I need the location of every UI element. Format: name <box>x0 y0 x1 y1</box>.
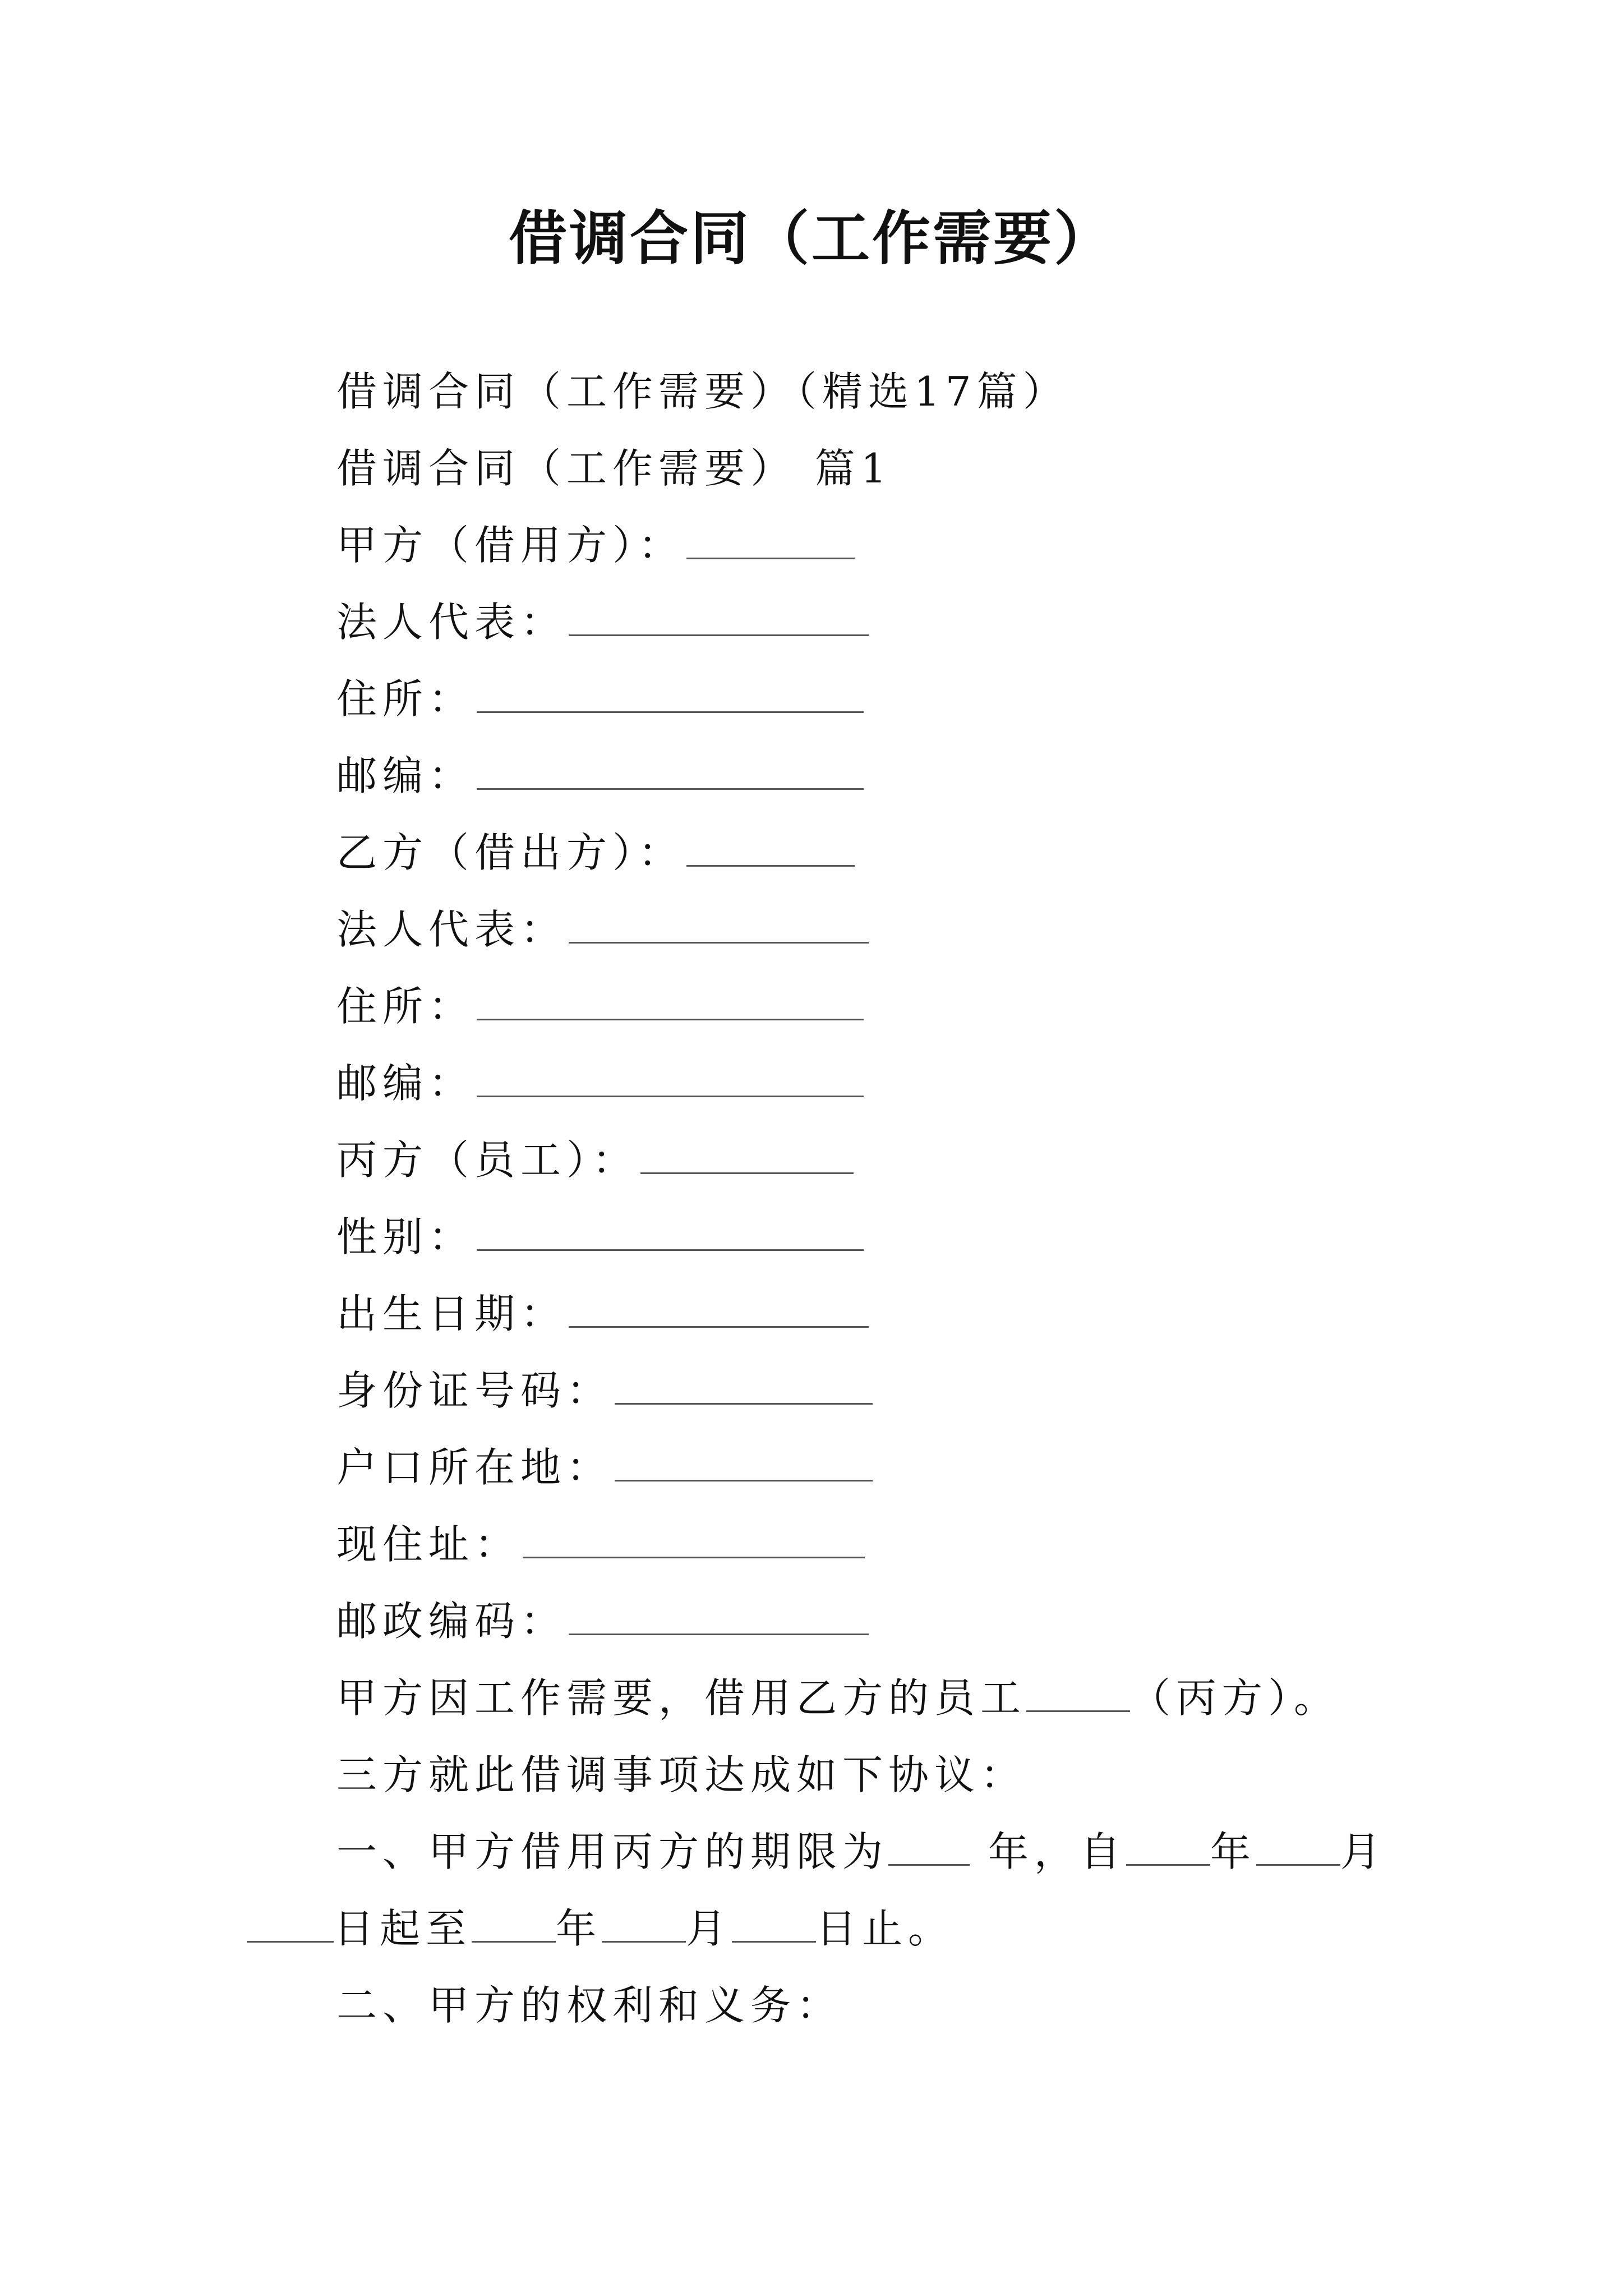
employee-name-blank[interactable] <box>1026 1673 1130 1712</box>
party-c-row <box>336 1132 854 1188</box>
clause-1-text-8: 日止。 <box>816 1905 955 1952</box>
section-heading: 借调合同（工作需要） 篇1 <box>336 445 892 492</box>
paragraph-need-pre: 甲方因工作需要，借用乙方的员工 <box>336 1674 1027 1722</box>
party-c-hukou-row <box>336 1439 873 1496</box>
clause-1-line-1 <box>336 1824 1386 1880</box>
paragraph-need <box>336 1670 1340 1726</box>
party-a-address-row <box>336 671 864 727</box>
party-c-hukou-blank[interactable] <box>615 1443 873 1481</box>
party-c-hukou-label: 户口所在地： <box>336 1444 613 1491</box>
party-c-birth-label: 出生日期： <box>336 1290 567 1337</box>
party-c-blank[interactable] <box>640 1135 854 1174</box>
party-c-birth-row <box>336 1286 869 1342</box>
party-b-row <box>336 825 855 881</box>
clause-1-start-month-blank[interactable] <box>1256 1827 1340 1866</box>
clause-1-end-month-blank[interactable] <box>602 1904 686 1943</box>
party-c-current-address-row <box>336 1516 865 1572</box>
party-a-label: 甲方（借用方）： <box>336 522 685 569</box>
party-b-address-row <box>336 978 864 1034</box>
document-subtitle: 借调合同（工作需要）（精选17篇） <box>336 368 1069 415</box>
party-c-current-address-blank[interactable] <box>523 1520 865 1558</box>
party-c-postal-code-row <box>336 1593 869 1649</box>
clause-1-start-year-blank[interactable] <box>1126 1827 1210 1866</box>
party-a-blank[interactable] <box>686 521 855 559</box>
party-b-address-blank[interactable] <box>477 982 864 1020</box>
clause-1-start-day-blank[interactable] <box>247 1904 334 1943</box>
party-c-id-label: 身份证号码： <box>336 1367 613 1414</box>
party-c-id-row <box>336 1363 873 1419</box>
party-b-rep-row <box>336 901 869 958</box>
party-a-rep-label: 法人代表： <box>336 599 567 646</box>
party-c-birth-blank[interactable] <box>569 1289 869 1328</box>
party-b-postcode-label: 邮编： <box>336 1060 475 1107</box>
party-a-row <box>336 517 855 573</box>
clause-1-text-6: 年 <box>556 1905 602 1952</box>
party-b-rep-label: 法人代表： <box>336 906 567 953</box>
party-a-postcode-row <box>336 748 864 804</box>
party-c-id-blank[interactable] <box>615 1366 873 1405</box>
party-c-label: 丙方（员工）： <box>336 1137 639 1184</box>
party-b-blank[interactable] <box>686 828 855 867</box>
paragraph-need-post: （丙方）。 <box>1130 1674 1340 1722</box>
clause-1-end-day-blank[interactable] <box>732 1904 816 1943</box>
clause-1-text-2: 年，自 <box>970 1828 1126 1875</box>
paragraph-agreement: 三方就此借调事项达成如下协议： <box>336 1751 1027 1798</box>
party-c-gender-blank[interactable] <box>477 1212 864 1251</box>
party-c-current-address-label: 现住址： <box>336 1521 521 1568</box>
party-b-rep-blank[interactable] <box>569 905 869 944</box>
party-b-postcode-row <box>336 1055 864 1111</box>
party-c-gender-label: 性别： <box>336 1213 475 1260</box>
clause-2-heading: 二、甲方的权利和义务： <box>336 1982 843 2029</box>
party-a-postcode-blank[interactable] <box>477 751 864 790</box>
clause-1-end-year-blank[interactable] <box>472 1904 556 1943</box>
clause-1-line-2 <box>247 1901 954 1957</box>
clause-1-text-5: 日起至 <box>334 1905 472 1952</box>
clause-1-text-3: 年 <box>1210 1828 1256 1875</box>
clause-1-years-blank[interactable] <box>888 1827 970 1866</box>
document-title: 借调合同（工作需要） <box>508 204 1114 273</box>
party-a-rep-blank[interactable] <box>569 597 869 636</box>
party-a-postcode-label: 邮编： <box>336 752 475 799</box>
clause-1-text-1: 一、甲方借用丙方的期限为 <box>336 1828 889 1875</box>
party-b-address-label: 住所： <box>336 983 475 1030</box>
party-c-gender-row <box>336 1209 864 1265</box>
party-b-label: 乙方（借出方）： <box>336 829 685 876</box>
party-a-rep-row <box>336 594 869 650</box>
clause-1-text-4: 月 <box>1340 1828 1386 1875</box>
party-a-address-label: 住所： <box>336 675 475 723</box>
party-b-postcode-blank[interactable] <box>477 1059 864 1097</box>
party-a-address-blank[interactable] <box>477 674 864 713</box>
clause-1-text-7: 月 <box>686 1905 732 1952</box>
party-c-postal-code-label: 邮政编码： <box>336 1598 567 1645</box>
party-c-postal-code-blank[interactable] <box>569 1596 869 1635</box>
